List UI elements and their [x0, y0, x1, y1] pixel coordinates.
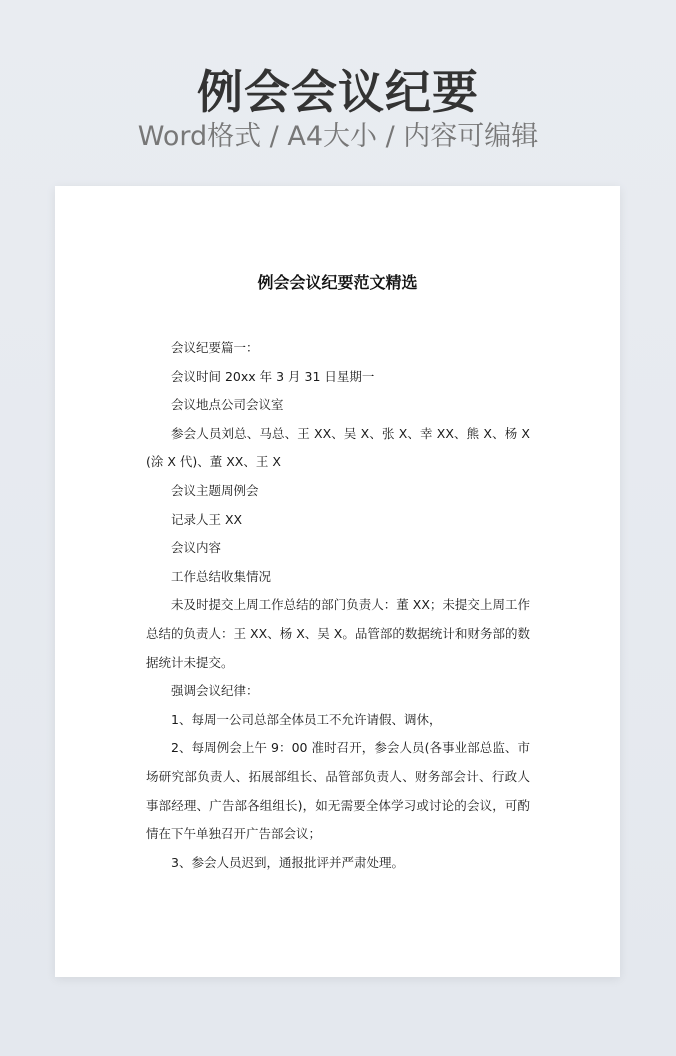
paragraph-attendees: 参会人员刘总、马总、王 XX、吴 X、张 X、幸 XX、熊 X、杨 X(涂 X 代)、董 XX、王 X	[146, 425, 530, 470]
banner-subtitle: Word格式 / A4大小 / 内容可编辑	[137, 121, 539, 152]
paragraph-content-heading: 会议内容	[171, 540, 222, 556]
paragraph-discipline-heading: 强调会议纪律：	[171, 683, 259, 699]
document-body	[146, 334, 530, 877]
paragraph-recorder: 记录人王 XX	[171, 511, 243, 527]
paragraph-rule-3: 3、参会人员迟到，通报批评并严肃处理。	[171, 854, 404, 870]
paragraph-rule-2: 2、每周例会上午 9：00 准时召开，参会人员(各事业部总监、市场研究部负责人、拓展部组长、品管部负责人、财务部会计、行政人事部经理、广告部各组组长)，如无需要全体学习或讨论的会议，可酌情在下午单独召开广告部会议；	[146, 740, 530, 842]
paragraph-meeting-time: 会议时间 20xx 年 3 月 31 日星期一	[171, 368, 375, 384]
banner-title: 例会会议纪要	[197, 65, 479, 119]
paragraph-summary-heading: 工作总结收集情况	[171, 568, 272, 584]
paragraph-meeting-topic: 会议主题周例会	[171, 482, 259, 498]
paragraph-summary-details: 未及时提交上周工作总结的部门负责人：董 XX；未提交上周工作总结的负责人：王 XX、杨 X、吴 X。品管部的数据统计和财务部的数据统计未提交。	[146, 597, 530, 670]
paragraph-rule-1: 1、每周一公司总部全体员工不允许请假、调休，	[171, 711, 442, 727]
document-page	[55, 186, 620, 977]
paragraph-section-heading: 会议纪要篇一：	[171, 340, 259, 355]
paragraph-meeting-location: 会议地点公司会议室	[171, 397, 284, 413]
document-title: 例会会议纪要范文精选	[257, 273, 418, 292]
